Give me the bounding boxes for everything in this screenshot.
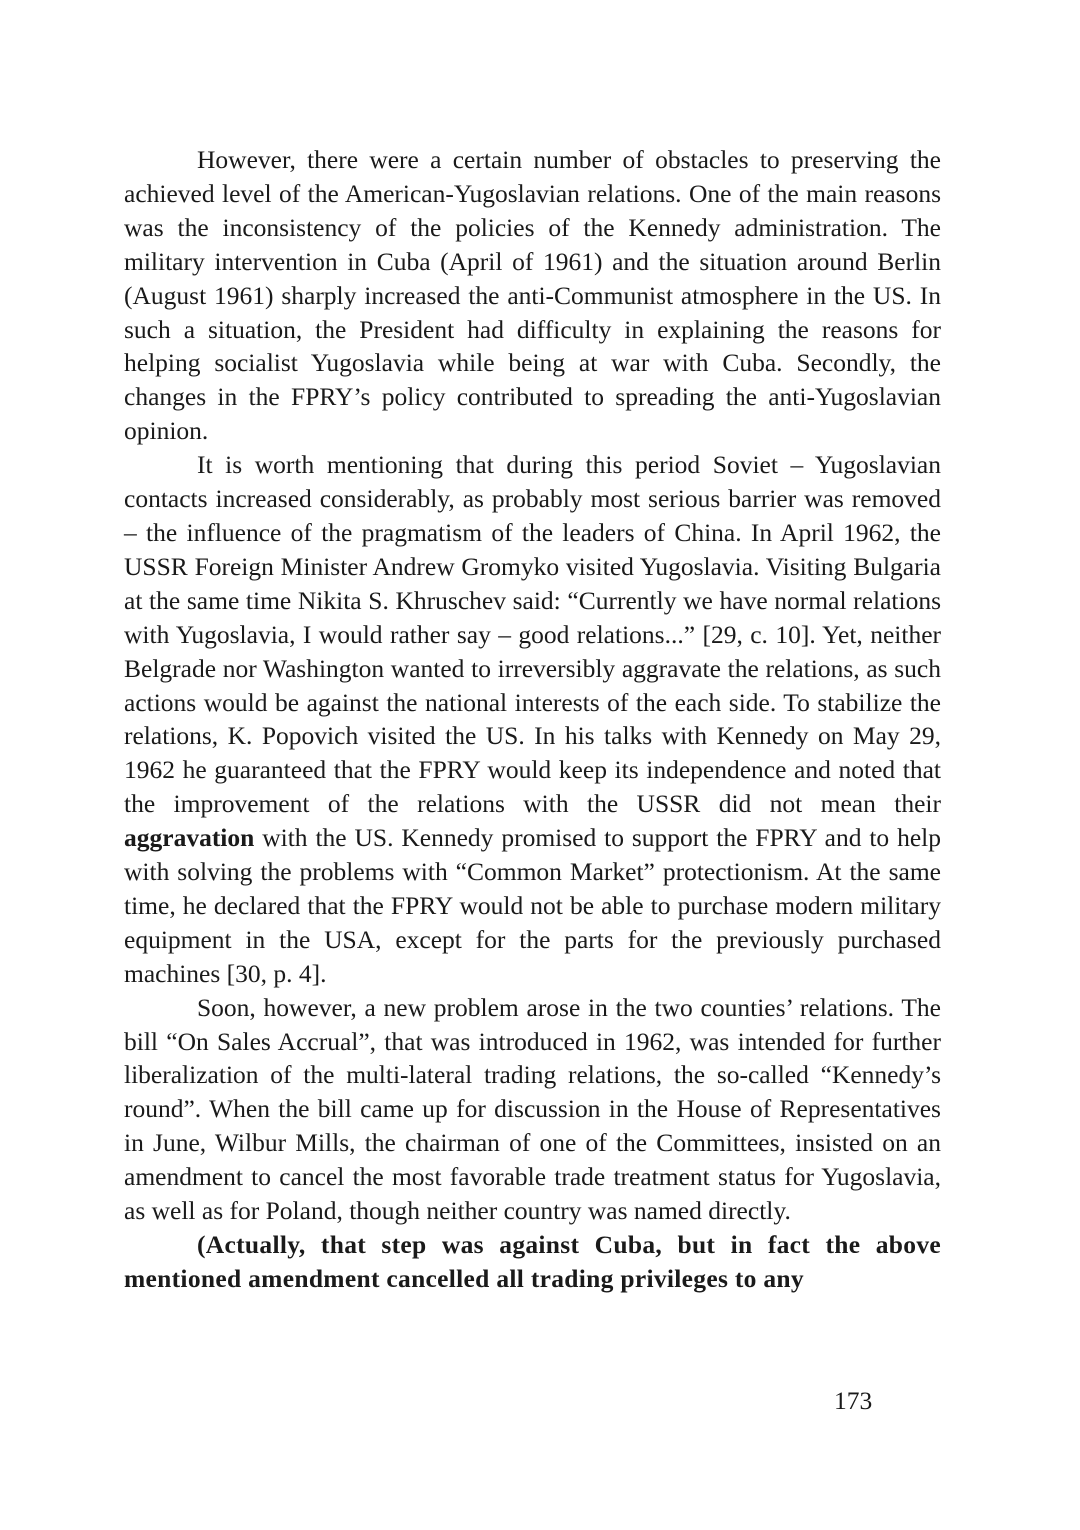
paragraph-4-bold bbox=[124, 1228, 941, 1296]
paragraph-2-text-part-1: It is worth mentioning that during this period Soviet – Yugoslavian contacts increased considerably, as probably most serious barrier was removed – the influence of the pragmatism of the leaders of China. In April 1962, the USSR Foreign Minister Andrew Gromyko visited Yugoslavia. Visiting Bulgaria at the same time Nikita S. Khruschev said: “Currently we have normal relations with Yugoslavia, I would rather say – good relations...” [29, c. 10]. Yet, neither Belgrade nor Washington wanted to irreversibly aggravate the relations, as such actions would be against the national interests of the each side. To stabilize the relations, K. Popovich visited the US. In his talks with Kennedy on May 29, 1962 he guaranteed that the FPRY would keep its independence and noted that the improvement of the relations with the USSR did not mean their bbox=[124, 450, 941, 819]
paragraph-4-text: (Actually, that step was against Cuba, but in fact the above mentioned amendment cancelled all trading privileges to any bbox=[124, 1230, 941, 1293]
page-body bbox=[124, 143, 941, 1296]
bold-term-aggravation: aggravation bbox=[124, 823, 255, 853]
paragraph-1 bbox=[124, 143, 941, 448]
page-number: 173 bbox=[834, 1386, 873, 1415]
paragraph-1-text: However, there were a certain number of obstacles to preserving the achieved level of the American-Yugoslavian relations. One of the main reasons was the inconsistency of the policies of the Kennedy administration. The military intervention in Cuba (April of 1961) and the situation around Berlin (August 1961) sharply increased the anti-Communist atmosphere in the US. In such a situation, the President had difficulty in explaining the reasons for helping socialist Yugoslavia while being at war with Cuba. Secondly, the changes in the FPRY’s policy contributed to spreading the anti-Yugoslavian opinion. bbox=[124, 145, 941, 446]
paragraph-2-text-part-2: with the US. Kennedy promised to support the FPRY and to help with solving the problems with “Common Market” protectionism. At the same time, he declared that the FPRY would not be able to purchase modern military equipment in the USA, except for the parts for the previously purchased machines [30, p. 4]. bbox=[124, 823, 941, 988]
paragraph-2 bbox=[124, 448, 941, 991]
paragraph-3 bbox=[124, 991, 941, 1228]
paragraph-3-text: Soon, however, a new problem arose in the two counties’ relations. The bill “On Sales Accrual”, that was introduced in 1962, was intended for further liberalization of the multi-lateral trading relations, the so-called “Kennedy’s round”. When the bill came up for discussion in the House of Representatives in June, Wilbur Mills, the chairman of one of the Committees, insisted on an amendment to cancel the most favorable trade treatment status for Yugoslavia, as well as for Poland, though neither country was named directly. bbox=[124, 992, 941, 1226]
